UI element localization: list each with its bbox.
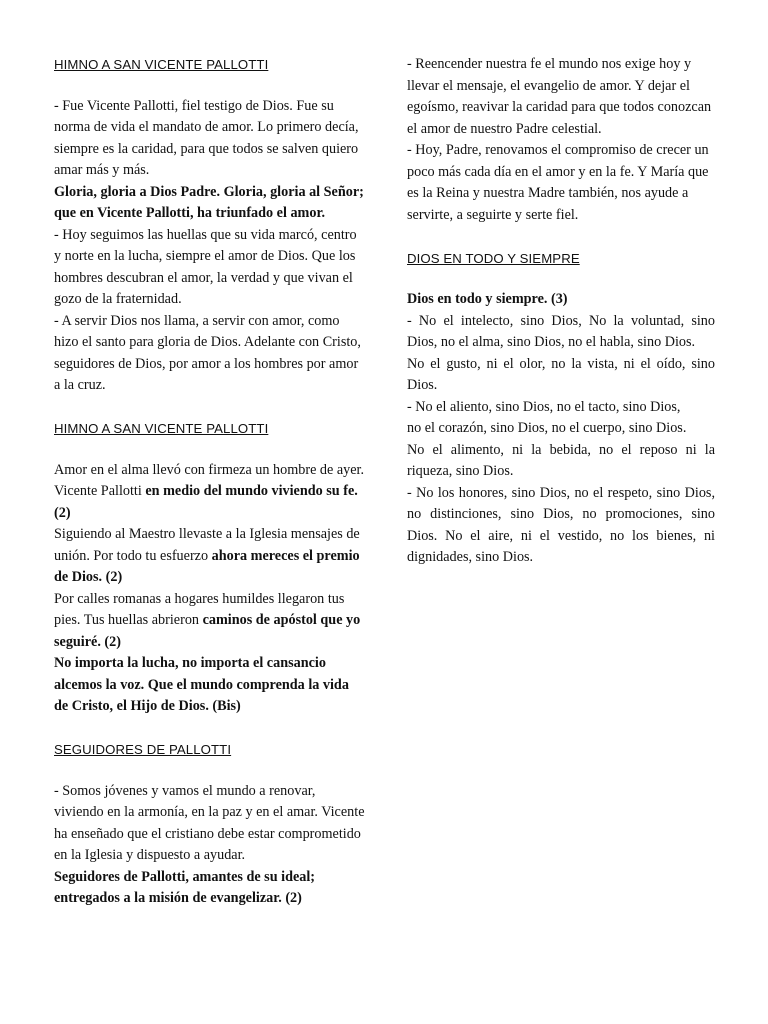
seguidores-verse-1: - Somos jóvenes y vamos el mundo a renovar, viviendo en la armonía, en la paz y en el amar. Vicente ha enseñado que el cristiano debe estar comprometido en la Iglesia y dispuesto a ayudar. [54, 782, 365, 863]
dios-line-6: - No los honores, sino Dios, no el respeto, sino Dios, no distinciones, sino Dios, no promociones, sino Dios. No el aire, ni el vestido, no los bienes, ni dignidades, sino Dios. [407, 484, 715, 565]
himno1-chorus: Gloria, gloria a Dios Padre. Gloria, gloria al Señor; que en Vicente Pallotti, ha triunfado el amor. [54, 183, 364, 221]
seguidores-chorus: Seguidores de Pallotti, amantes de su ideal; entregados a la misión de evangelizar. (2) [54, 868, 316, 906]
himno2-verse-2: Siguiendo al Maestro llevaste a la Iglesia mensajes de unión. Por todo tu esfuerzo ahora mereces el premio de Dios. (2) [54, 526, 360, 585]
seguidores-verse-2: - Reencender nuestra fe el mundo nos exige hoy y llevar el mensaje, el evangelio de amor. Y dejar el egoísmo, reavivar la caridad para que todos conozcan el amor de nuestro Padre celestial. [407, 56, 712, 137]
dios-line-2: No el gusto, ni el olor, no la vista, ni el oído, sino Dios. [407, 355, 715, 393]
dios-chorus: Dios en todo y siempre. (3) [407, 291, 568, 307]
himno2-verse-3: Por calles romanas a hogares humildes llegaron tus pies. Tus huellas abrieron caminos de apóstol que yo seguiré. (2) [54, 590, 361, 650]
dios-line-3: - No el aliento, sino Dios, no el tacto, sino Dios, [407, 398, 681, 415]
seguidores-verse-3: - Hoy, Padre, renovamos el compromiso de crecer un poco más cada día en el amor y en la fe. Y María que es la Reina y nuestra Madre también, nos ayude a servirte, a seguirte y serte fiel. [407, 142, 709, 223]
section-title-himno-1: HIMNO A SAN VICENTE PALLOTTI [54, 57, 269, 72]
himno1-verse-1: - Fue Vicente Pallotti, fiel testigo de Dios. Fue su norma de vida el mandato de amor. Lo primero decía, siempre es la caridad, para que todos se salven quiero amar más y más. [54, 97, 359, 178]
section-title-seguidores: SEGUIDORES DE PALLOTTI [54, 742, 232, 757]
section-title-dios: DIOS EN TODO Y SIEMPRE [407, 250, 580, 266]
section-title-himno-2: HIMNO A SAN VICENTE PALLOTTI [54, 421, 269, 436]
dios-line-1: - No el intelecto, sino Dios, No la voluntad, sino Dios, no el alma, sino Dios, no el habla, sino Dios. [407, 312, 715, 350]
himno2-chorus: No importa la lucha, no importa el cansancio alcemos la voz. Que el mundo comprenda la vida de Cristo, el Hijo de Dios. (Bis) [54, 655, 349, 714]
dios-line-4: no el corazón, sino Dios, no el cuerpo, sino Dios. [407, 420, 687, 436]
left-column [54, 54, 366, 910]
dios-line-5: No el alimento, ni la bebida, no el reposo ni la riqueza, sino Dios. [407, 441, 715, 479]
himno1-verse-3: - A servir Dios nos llama, a servir con amor, como hizo el santo para gloria de Dios. Adelante con Cristo, seguidores de Dios, por amor a los hombres por amor a la cruz. [54, 312, 361, 393]
himno2-verse-1: Amor en el alma llevó con firmeza un hombre de ayer. Vicente Pallotti en medio del mundo viviendo su fe. (2) [54, 461, 365, 521]
right-column [407, 54, 715, 569]
himno1-verse-2: - Hoy seguimos las huellas que su vida marcó, centro y norte en la lucha, siempre el amor de Dios. Que los hombres descubran el amor, la verdad y que vivan el gozo de la fraternidad. [54, 226, 357, 307]
